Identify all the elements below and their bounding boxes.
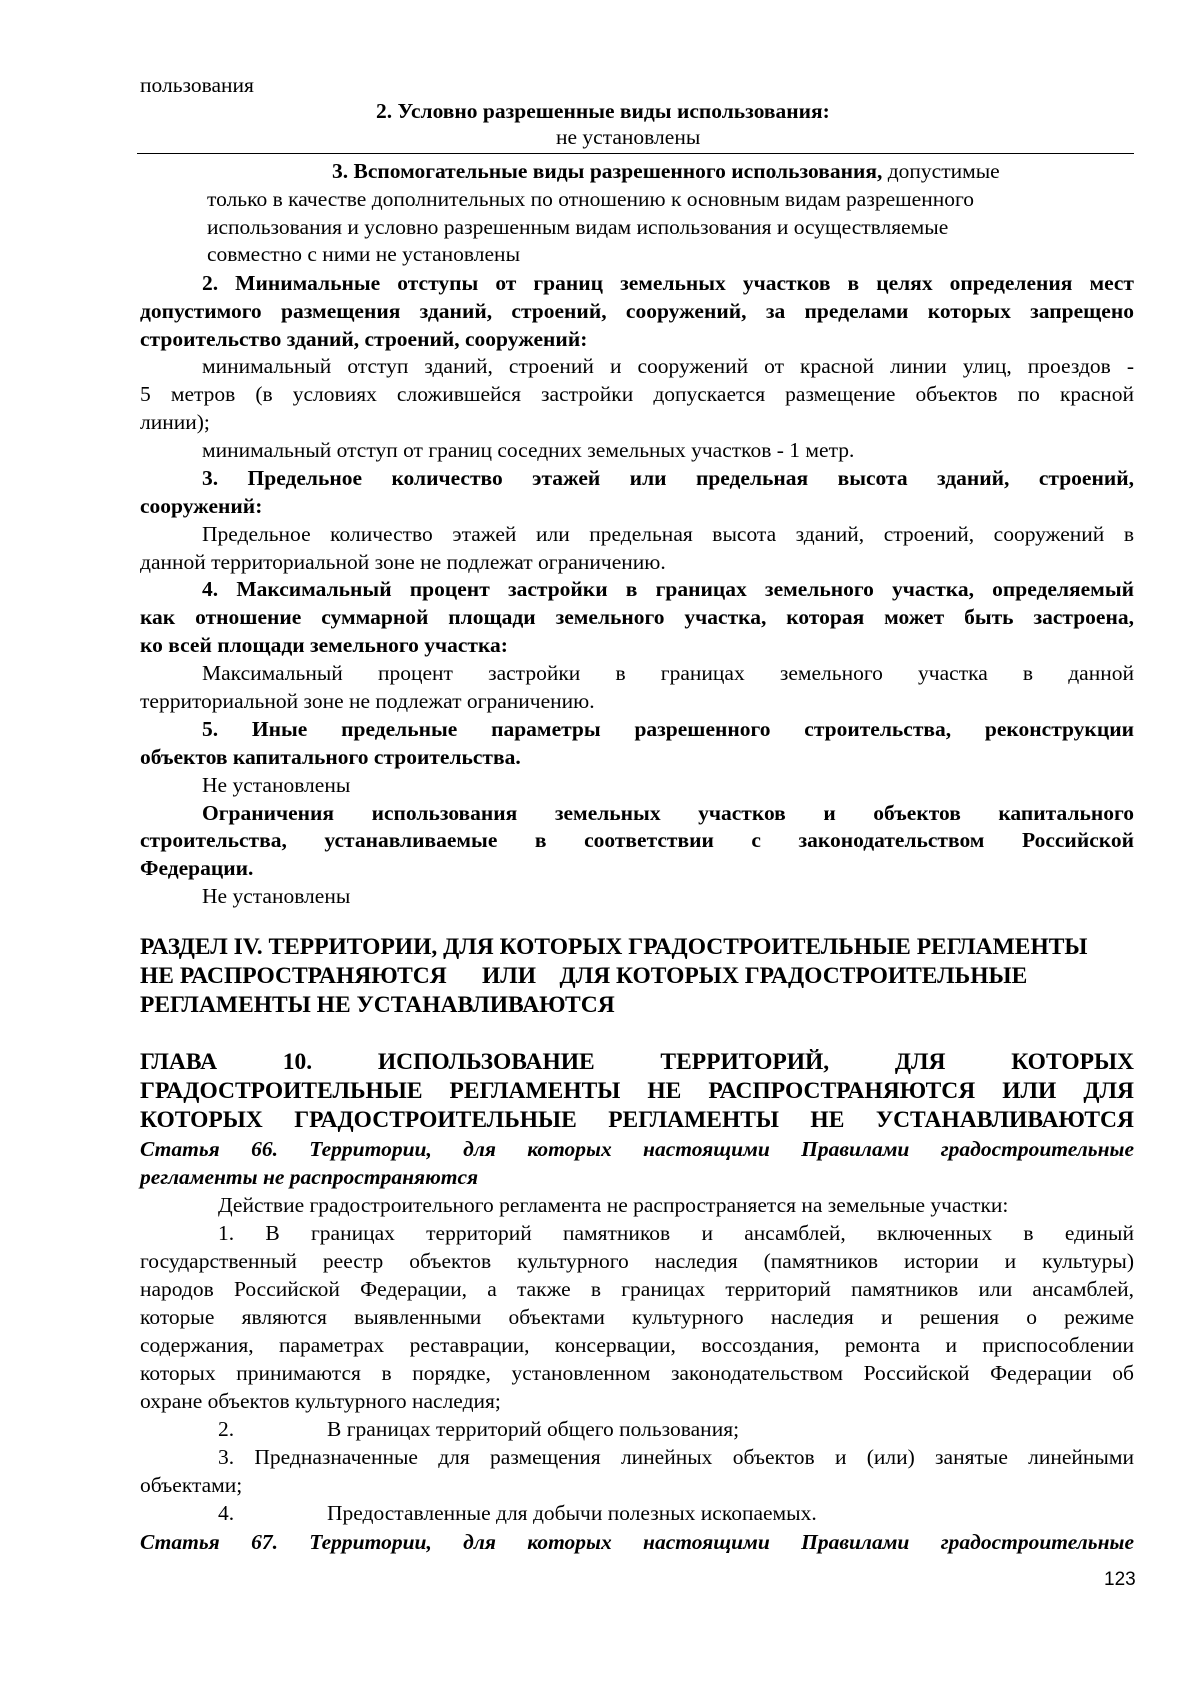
chapter-10-title-line-3: КОТОРЫХ ГРАДОСТРОИТЕЛЬНЫЕ РЕГЛАМЕНТЫ НЕ УСТАНАВЛИВАЮТСЯ [140,1107,1134,1133]
setbacks-text-1-line-1: минимальный отступ зданий, строений и сооружений от красной линии улиц, проездов - [202,354,1134,378]
auxiliary-uses-line-3: использования и условно разрешенным видам использования и осуществляемые [207,215,949,239]
article-66-title-line-2: регламенты не распространяются [140,1165,479,1189]
chapter-10-title-line-2: ГРАДОСТРОИТЕЛЬНЫЕ РЕГЛАМЕНТЫ НЕ РАСПРОСТРАНЯЮТСЯ ИЛИ ДЛЯ [140,1078,1134,1104]
article-66-item-1-line-5: содержания, параметрах реставрации, консервации, воссоздания, ремонта и приспособлении [140,1333,1134,1357]
article-66-item-1-line-7: охране объектов культурного наследия; [140,1389,501,1413]
article-66-item-1-line-2: государственный реестр объектов культурного наследия (памятников истории и культуры) [140,1249,1134,1273]
coverage-text-line-2: территориальной зоне не подлежат ограничению. [140,689,595,713]
other-params-value: Не установлены [202,773,351,797]
conditional-uses-heading: 2. Условно разрешенные виды использования: [376,99,830,123]
setbacks-heading-line-2: допустимого размещения зданий, строений, сооружений, за пределами которых запрещено [140,299,1134,323]
auxiliary-uses-line-2: только в качестве дополнительных по отношению к основным видам разрешенного [207,187,975,211]
auxiliary-uses-line-4: совместно с ними не установлены [207,242,521,266]
restrictions-heading-line-1: Ограничения использования земельных участков и объектов капитального [202,801,1134,825]
section-4-title-line-2: НЕ РАСПРОСТРАНЯЮТСЯ ИЛИ ДЛЯ КОТОРЫХ ГРАДОСТРОИТЕЛЬНЫЕ [140,963,1028,989]
floors-heading-line-2: сооружений: [140,494,263,518]
auxiliary-uses-tail: допустимые [882,159,1000,183]
restrictions-value: Не установлены [202,884,351,908]
floors-heading-line-1: 3. Предельное количество этажей или предельная высота зданий, строений, [202,466,1134,490]
other-params-heading-line-2: объектов капитального строительства. [140,745,521,769]
section-4-title-line-3: РЕГЛАМЕНТЫ НЕ УСТАНАВЛИВАЮТСЯ [140,992,615,1018]
coverage-text-line-1: Максимальный процент застройки в границах земельного участка в данной [202,661,1134,685]
article-66-title-line-1: Статья 66. Территории, для которых настоящими Правилами градостроительные [140,1137,1134,1161]
setbacks-heading-line-1: 2. Минимальные отступы от границ земельных участков в целях определения мест [202,271,1134,295]
auxiliary-uses-line-1 [332,157,1000,185]
article-66-item-1-line-1: 1. В границах территорий памятников и ансамблей, включенных в единый [218,1221,1134,1245]
setbacks-text-1-line-2: 5 метров (в условиях сложившейся застройки допускается размещение объектов по красной [140,382,1134,406]
floors-text-line-1: Предельное количество этажей или предельная высота зданий, строений, сооружений в [202,522,1134,546]
restrictions-heading-line-3: Федерации. [140,856,254,880]
setbacks-text-2: минимальный отступ от границ соседних земельных участков - 1 метр. [202,438,855,462]
article-66-item-1-line-3: народов Российской Федерации, а также в границах территорий памятников или ансамблей, [140,1277,1134,1301]
setbacks-heading-line-3: строительство зданий, строений, сооружений: [140,327,588,351]
article-66-intro: Действие градостроительного регламента не распространяется на земельные участки: [218,1193,1009,1217]
floors-text-line-2: данной территориальной зоне не подлежат ограничению. [140,550,666,574]
article-67-title-line-1: Статья 67. Территории, для которых настоящими Правилами градостроительные [140,1530,1134,1554]
article-66-item-1-line-6: которых принимаются в порядке, установленном законодательством Российской Федерации об [140,1361,1134,1385]
article-66-item-4-number: 4. [218,1501,235,1525]
article-66-item-1-line-4: которые являются выявленными объектами культурного наследия и решения о режиме [140,1305,1134,1329]
article-66-item-3-line-1: 3. Предназначенные для размещения линейных объектов и (или) занятые линейными [218,1445,1134,1469]
divider-line [137,153,1134,154]
article-66-item-4-text: Предоставленные для добычи полезных ископаемых. [327,1501,817,1525]
other-params-heading-line-1: 5. Иные предельные параметры разрешенного строительства, реконструкции [202,717,1134,741]
conditional-uses-value: не установлены [556,125,701,149]
auxiliary-uses-heading: 3. Вспомогательные виды разрешенного использования, [332,159,883,183]
coverage-heading-line-2: как отношение суммарной площади земельного участка, которая может быть застроена, [140,605,1134,629]
coverage-heading-line-3: ко всей площади земельного участка: [140,633,508,657]
setbacks-text-1-line-3: линии); [140,410,210,434]
article-66-item-2-text: В границах территорий общего пользования; [327,1417,740,1441]
article-66-item-2-number: 2. [218,1417,235,1441]
article-66-item-3-line-2: объектами; [140,1473,243,1497]
chapter-10-title-line-1: ГЛАВА 10. ИСПОЛЬЗОВАНИЕ ТЕРРИТОРИЙ, ДЛЯ КОТОРЫХ [140,1049,1134,1075]
restrictions-heading-line-2: строительства, устанавливаемые в соответствии с законодательством Российской [140,828,1134,852]
page-number: 123 [1104,1569,1136,1590]
section-4-title-line-1: РАЗДЕЛ IV. ТЕРРИТОРИИ, ДЛЯ КОТОРЫХ ГРАДОСТРОИТЕЛЬНЫЕ РЕГЛАМЕНТЫ [140,934,1088,960]
intro-line: пользования [140,73,254,97]
coverage-heading-line-1: 4. Максимальный процент застройки в границах земельного участка, определяемый [202,577,1134,601]
